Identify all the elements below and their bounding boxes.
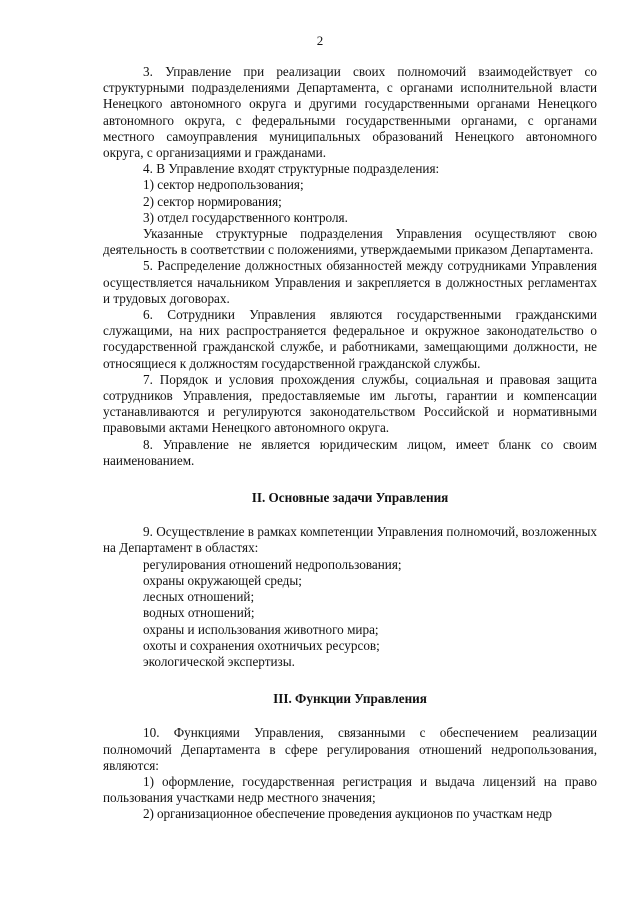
paragraph-3: 3. Управление при реализации своих полномочий взаимодействует со структурными подразделениями Департамента, с органами исполнительной власти Ненецкого автономного округа и другими государственными органами Ненецкого автономного округа, с федеральными государственными органами, с органами местного самоуправления муниципальных образований Ненецкого автономного округа, с организациями и гражданами. <box>103 64 597 161</box>
section-spacer <box>103 670 597 691</box>
paragraph-9: 9. Осуществление в рамках компетенции Управления полномочий, возложенных на Департамент в областях: <box>103 524 597 556</box>
list-item: 2) организационное обеспечение проведения аукционов по участкам недр <box>143 806 552 822</box>
paragraph-6: 6. Сотрудники Управления являются государственными гражданскими служащими, на них распространяется федеральное и окружное законодательство о государственной гражданской службе, и работниками, замещающими должности, не относящиеся к должностям государственной гражданской службы. <box>103 307 597 371</box>
paragraph-4: 4. В Управление входят структурные подразделения: <box>143 161 440 177</box>
section-spacer <box>103 469 597 490</box>
list-item: охраны окружающей среды; <box>143 572 302 588</box>
section-spacer <box>103 707 597 725</box>
paragraph-7: 7. Порядок и условия прохождения службы, социальная и правовая защита сотрудников Управления, предоставляемые им льготы, гарантии и компенсации устанавливаются и регулируются законодательством Российской и нормативными правовыми актами Ненецкого автономного округа. <box>103 371 597 436</box>
list-item: охраны и использования животного мира; <box>143 621 379 637</box>
paragraph-4-note: Указанные структурные подразделения Управления осуществляют свою деятельность в соответствии с положениями, утверждаемыми приказом Департамента. <box>103 226 597 258</box>
list-item: лесных отношений; <box>143 589 255 605</box>
list-item: 1) оформление, государственная регистрация и выдача лицензий на право пользования участками недр местного значения; <box>103 773 597 806</box>
paragraph-8: 8. Управление не является юридическим лицом, имеет бланк со своим наименованием. <box>103 436 597 468</box>
section-2-heading: II. Основные задачи Управления <box>251 490 449 506</box>
list-item: 1) сектор недропользования; <box>143 177 304 193</box>
list-item: регулирования отношений недропользования; <box>143 556 402 572</box>
list-item: 2) сектор нормирования; <box>143 193 282 209</box>
section-3-heading: III. Функции Управления <box>273 691 427 707</box>
list-item: водных отношений; <box>143 605 255 621</box>
page-number: 2 <box>316 33 324 48</box>
document-body <box>103 64 597 823</box>
paragraph-10: 10. Функциями Управления, связанными с обеспечением реализации полномочий Департамента в сфере регулирования отношений недропользования, являются: <box>103 725 597 773</box>
list-item: 3) отдел государственного контроля. <box>143 209 348 225</box>
paragraph-5: 5. Распределение должностных обязанностей между сотрудниками Управления осуществляется начальником Управления и закрепляется в должностных регламентах и трудовых договорах. <box>103 258 597 306</box>
section-spacer <box>103 506 597 524</box>
list-item: экологической экспертизы. <box>143 653 295 669</box>
list-item: охоты и сохранения охотничьих ресурсов; <box>143 637 380 653</box>
